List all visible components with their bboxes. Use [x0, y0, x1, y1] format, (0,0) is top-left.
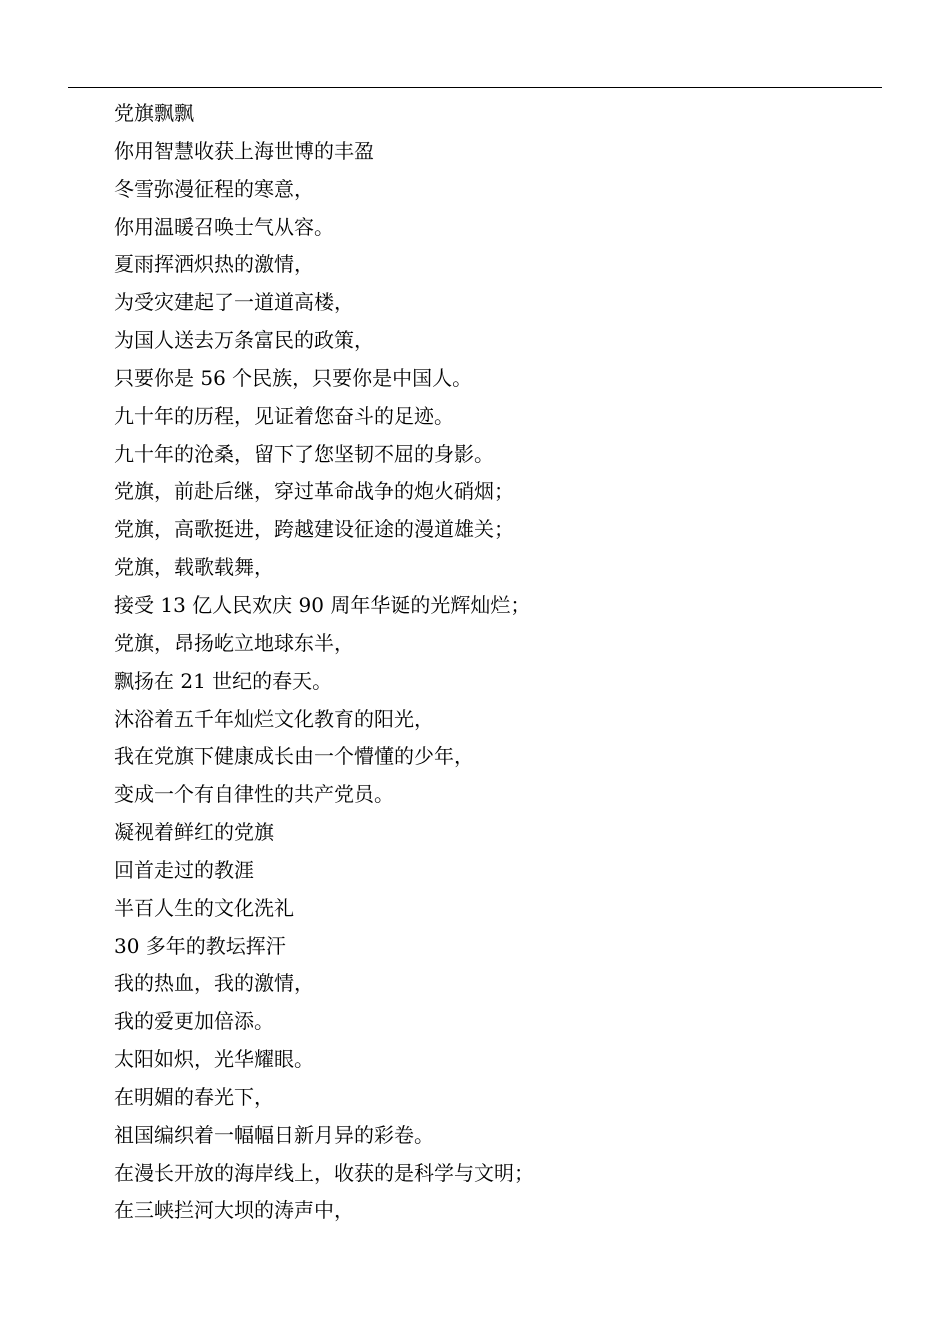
text-line: 我的爱更加倍添。 — [114, 1009, 274, 1034]
text-line: 接受 13 亿人民欢庆 90 周年华诞的光辉灿烂； — [114, 592, 531, 617]
text-line: 夏雨挥洒炽热的激情， — [114, 252, 314, 277]
text-line: 沐浴着五千年灿烂文化教育的阳光， — [114, 706, 434, 731]
text-line: 为国人送去万条富民的政策， — [114, 328, 374, 353]
text-line: 党旗，载歌载舞， — [114, 555, 274, 580]
text-line: 党旗，昂扬屹立地球东半， — [114, 630, 354, 655]
text-line: 九十年的历程，见证着您奋斗的足迹。 — [114, 403, 454, 428]
text-line: 回首走过的教涯 — [114, 857, 254, 882]
text-line: 只要你是 56 个民族，只要你是中国人。 — [114, 365, 473, 390]
text-line: 半百人生的文化洗礼 — [114, 895, 294, 920]
text-line: 30 多年的教坛挥汗 — [114, 933, 286, 958]
text-line: 在明媚的春光下， — [114, 1084, 274, 1109]
text-line: 在三峡拦河大坝的涛声中， — [114, 1198, 354, 1223]
text-line: 在漫长开放的海岸线上，收获的是科学与文明； — [114, 1160, 534, 1185]
text-line: 党旗飘飘 — [114, 101, 194, 125]
text-line: 你用智慧收获上海世博的丰盈 — [114, 138, 374, 163]
text-line: 凝视着鲜红的党旗 — [114, 820, 274, 845]
text-line: 飘扬在 21 世纪的春天。 — [114, 668, 333, 693]
text-line: 冬雪弥漫征程的寒意， — [114, 176, 314, 201]
text-line: 为受灾建起了一道道高楼， — [114, 290, 354, 315]
header-rule — [68, 87, 882, 88]
poem-body — [114, 95, 874, 1230]
text-line: 祖国编织着一幅幅日新月异的彩卷。 — [114, 1122, 434, 1147]
text-line: 九十年的沧桑，留下了您坚韧不屈的身影。 — [114, 441, 494, 466]
text-line: 我的热血，我的激情， — [114, 971, 314, 996]
text-line: 党旗，前赴后继，穿过革命战争的炮火硝烟； — [114, 479, 514, 504]
text-line: 变成一个有自律性的共产党员。 — [114, 782, 394, 807]
text-line: 你用温暖召唤士气从容。 — [114, 214, 334, 239]
text-line: 党旗，高歌挺进，跨越建设征途的漫道雄关； — [114, 517, 514, 542]
text-line: 太阳如炽，光华耀眼。 — [114, 1047, 314, 1072]
text-line: 我在党旗下健康成长由一个懵懂的少年， — [114, 744, 474, 769]
